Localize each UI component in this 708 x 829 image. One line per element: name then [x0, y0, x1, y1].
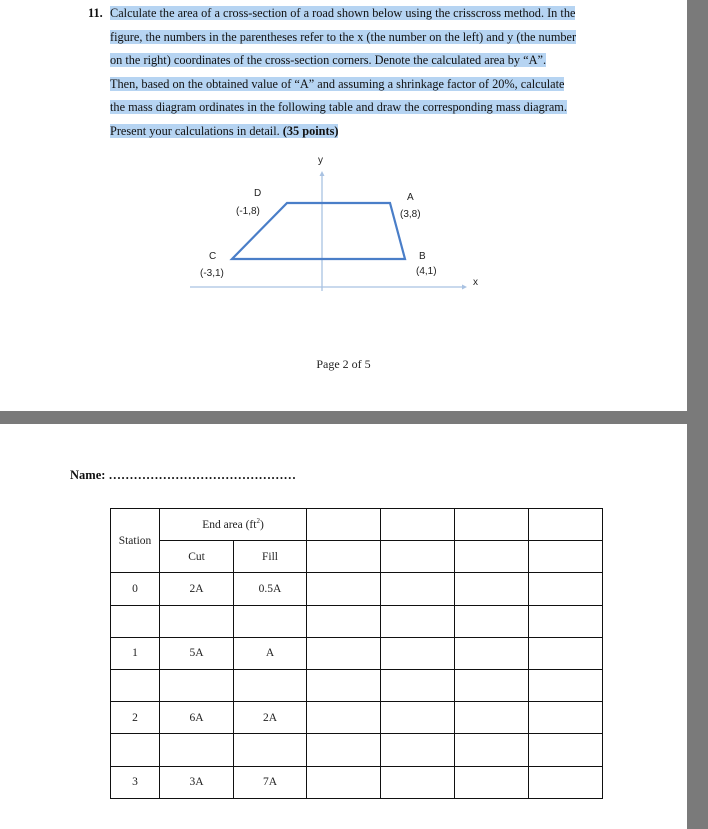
table-row — [111, 573, 603, 605]
cut-cell: 6A — [160, 702, 234, 734]
table-row-blank — [111, 605, 603, 637]
empty-cell — [455, 541, 529, 573]
empty-cell — [381, 573, 455, 605]
question-line-3-text: on the right) coordinates of the cross-section corners. Denote the calculated area by “A”. — [110, 53, 547, 68]
table-row — [111, 766, 603, 798]
empty-cell — [307, 637, 381, 669]
corner-a-coord: (3,8) — [400, 209, 421, 220]
document-page-1 — [0, 0, 687, 411]
empty-cell — [307, 541, 381, 573]
empty-cell — [381, 734, 455, 766]
question-line-1-text: Calculate the area of a cross-section of a road shown below using the crisscross method. In the — [110, 6, 576, 20]
corner-b-name: B — [419, 251, 426, 262]
empty-cell — [381, 766, 455, 798]
question-last-line: Present your calculations in detail. — [110, 124, 280, 138]
station-cell: 1 — [111, 637, 160, 669]
empty-cell — [234, 734, 307, 766]
empty-cell — [455, 637, 529, 669]
station-cell: 0 — [111, 573, 160, 605]
question-points: (35 points) — [282, 124, 339, 138]
empty-cell — [307, 702, 381, 734]
empty-cell — [111, 669, 160, 701]
station-header — [111, 509, 160, 573]
empty-cell — [455, 702, 529, 734]
corner-d-coord: (-1,8) — [236, 206, 260, 217]
fill-cell: 7A — [234, 766, 307, 798]
empty-cell — [111, 734, 160, 766]
empty-cell — [381, 509, 455, 541]
cross-section-figure — [0, 0, 687, 411]
empty-cell — [455, 509, 529, 541]
table-header-row — [111, 509, 603, 541]
corner-d-name: D — [254, 188, 262, 199]
cut-header: Cut — [160, 541, 234, 573]
empty-cell — [307, 573, 381, 605]
station-cell: 3 — [111, 766, 160, 798]
empty-cell — [455, 605, 529, 637]
fill-header: Fill — [234, 541, 307, 573]
end-area-header-text: End area (ft — [202, 518, 257, 531]
empty-cell — [111, 605, 160, 637]
empty-cell — [381, 541, 455, 573]
empty-cell — [160, 734, 234, 766]
page-footer: Page 2 of 5 — [316, 357, 371, 371]
corner-c-coord: (-3,1) — [200, 268, 224, 279]
station-cell: 2 — [111, 702, 160, 734]
empty-cell — [455, 573, 529, 605]
question-line-4-text: Then, based on the obtained value of “A” and assuming a shrinkage factor of 20%, calculate — [110, 76, 565, 91]
empty-cell — [455, 734, 529, 766]
empty-cell — [381, 702, 455, 734]
x-axis-label: x — [473, 277, 478, 288]
question-number: 11. — [88, 6, 103, 20]
end-area-close: ) — [259, 518, 264, 531]
empty-cell — [455, 669, 529, 701]
question-line-2-text: figure, the numbers in the parentheses refer to the x (the number on the left) and y (the number — [110, 29, 577, 44]
y-axis-arrow — [320, 171, 325, 176]
question-line-5-text: the mass diagram ordinates in the following table and draw the corresponding mass diagram. — [110, 100, 567, 115]
table-row — [111, 702, 603, 734]
fill-cell: A — [234, 637, 307, 669]
table-row-blank — [111, 669, 603, 701]
cut-cell: 3A — [160, 766, 234, 798]
empty-cell — [529, 702, 603, 734]
cut-cell: 2A — [160, 573, 234, 605]
fill-cell: 0.5A — [234, 573, 307, 605]
empty-cell — [529, 541, 603, 573]
empty-cell — [381, 605, 455, 637]
empty-cell — [234, 605, 307, 637]
end-area-header — [160, 509, 307, 541]
empty-cell — [529, 637, 603, 669]
empty-cell — [307, 669, 381, 701]
y-axis-label: y — [318, 155, 323, 166]
corner-c-name: C — [209, 251, 217, 262]
name-field-label: Name: ……………………………………… — [70, 468, 297, 482]
table-row — [111, 637, 603, 669]
document-page-2 — [0, 424, 687, 829]
x-axis-arrow — [462, 285, 467, 290]
empty-cell — [529, 605, 603, 637]
empty-cell — [234, 669, 307, 701]
empty-cell — [307, 605, 381, 637]
empty-cell — [529, 509, 603, 541]
empty-cell — [307, 766, 381, 798]
corner-a-name: A — [407, 192, 414, 203]
empty-cell — [307, 509, 381, 541]
table-row-blank — [111, 734, 603, 766]
empty-cell — [381, 637, 455, 669]
end-area-sup: 2 — [256, 516, 260, 525]
empty-cell — [455, 766, 529, 798]
empty-cell — [529, 734, 603, 766]
mass-diagram-table — [110, 508, 603, 799]
empty-cell — [381, 669, 455, 701]
cut-cell: 5A — [160, 637, 234, 669]
empty-cell — [529, 669, 603, 701]
empty-cell — [529, 766, 603, 798]
table-subheader-row — [111, 541, 603, 573]
empty-cell — [307, 734, 381, 766]
corner-b-coord: (4,1) — [416, 266, 437, 277]
fill-cell: 2A — [234, 702, 307, 734]
station-header-text: Station — [118, 534, 152, 547]
empty-cell — [160, 669, 234, 701]
empty-cell — [160, 605, 234, 637]
empty-cell — [529, 573, 603, 605]
